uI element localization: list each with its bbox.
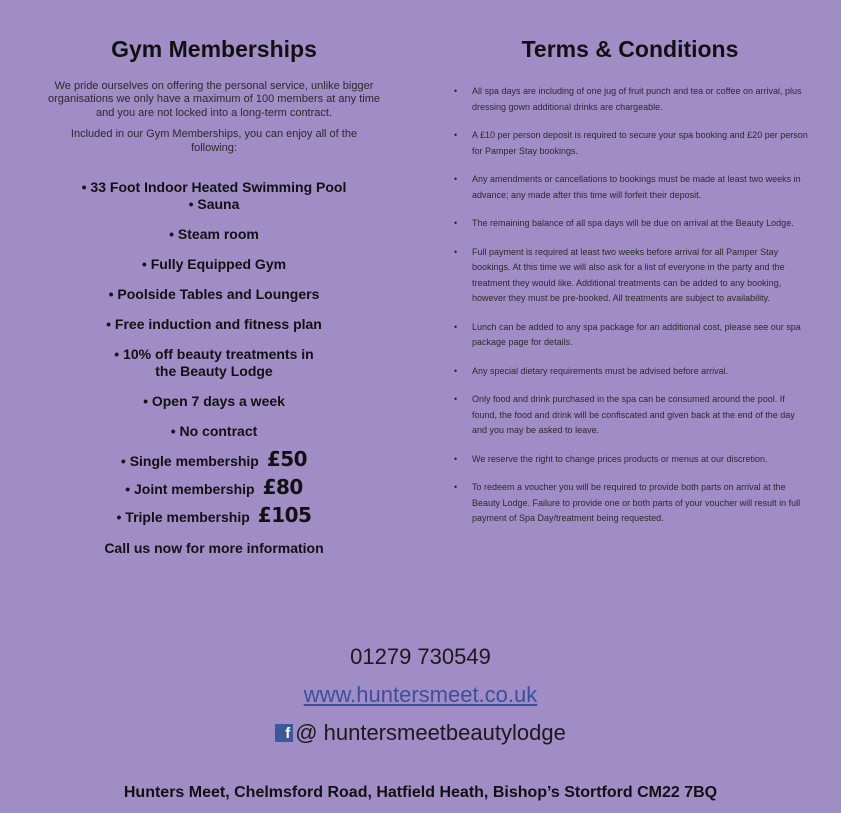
price-value: £50 <box>266 447 308 472</box>
price-label: • Single membership <box>120 453 259 470</box>
address-text: Hunters Meet, Chelmsford Road, Hatfield Heath, Bishop’s Stortford CM22 7BQ <box>123 784 718 801</box>
price-item-single <box>38 445 390 473</box>
phone-number[interactable]: 01279 730549 <box>350 644 491 669</box>
feature-item: • Poolside Tables and Loungers <box>108 286 320 303</box>
terms-title: Terms & Conditions <box>521 36 739 62</box>
website-link[interactable]: www.huntersmeet.co.uk <box>303 682 538 707</box>
gym-features-list <box>38 179 390 440</box>
price-item-triple <box>38 501 390 529</box>
terms-item: • Lunch can be added to any spa package for an additional cost, please see our spa package page for details. <box>452 320 808 351</box>
terms-item: • Full payment is required at least two weeks before arrival for all Pamper Stay bookings. At this time we will also ask for a list of everyone in the party and the treatment they would like. Additional treatments can be added to any booking, however they must be pre-booked. All treatments are subject to availability. <box>452 245 808 307</box>
price-item-joint <box>38 473 390 501</box>
price-value: £105 <box>257 503 312 528</box>
feature-item: • No contract <box>170 423 258 440</box>
terms-item: • Only food and drink purchased in the spa can be consumed around the pool. If found, the food and drink will be confiscated and given back at the end of the day and you may be asked to leave. <box>452 392 808 439</box>
facebook-handle[interactable] <box>0 716 841 750</box>
price-label: • Triple membership <box>116 509 250 526</box>
feature-item: • Sauna <box>188 196 240 213</box>
price-label: • Joint membership <box>125 481 255 498</box>
terms-item: • To redeem a voucher you will be required to provide both parts on arrival at the Beauty Lodge. Failure to provide one or both parts of your voucher will result in full payment of Spa Day/treatment being requested. <box>452 480 808 527</box>
contact-block <box>0 640 841 750</box>
feature-item: • Fully Equipped Gym <box>141 256 287 273</box>
gym-memberships-section <box>38 34 390 556</box>
terms-item: • All spa days are including of one jug of fruit punch and tea or coffee on arrival, plus dressing gown additional drinks are chargeable. <box>452 84 808 115</box>
feature-item: • Steam room <box>169 226 259 243</box>
terms-list <box>452 84 808 527</box>
facebook-handle-text[interactable]: @ huntersmeetbeautylodge <box>295 720 566 745</box>
terms-section <box>452 34 808 540</box>
feature-item <box>38 346 390 380</box>
facebook-icon[interactable]: f <box>275 724 293 742</box>
gym-included-text: Included in our Gym Memberships, you can enjoy all of the following: <box>70 128 358 154</box>
terms-item: • A £10 per person deposit is required to secure your spa booking and £20 per person for Pamper Stay bookings. <box>452 128 808 159</box>
gym-intro-text: We pride ourselves on offering the personal service, unlike bigger organisations we only have a maximum of 100 members at any time and you are not locked into a long-term contract. <box>48 80 380 119</box>
price-value: £80 <box>262 475 303 500</box>
feature-item: • 33 Foot Indoor Heated Swimming Pool <box>81 179 347 196</box>
membership-prices-list <box>38 445 390 529</box>
feature-item: • Open 7 days a week <box>143 393 285 410</box>
feature-item: • Free induction and fitness plan <box>106 316 322 333</box>
gym-memberships-title: Gym Memberships <box>111 36 317 62</box>
call-to-action: Call us now for more information <box>104 540 324 557</box>
terms-item: • Any amendments or cancellations to bookings must be made at least two weeks in advance; any made after this time will forfeit their deposit. <box>452 172 808 203</box>
feature-item-text: • 10% off beauty treatments in the Beauty Lodge <box>114 346 314 380</box>
terms-item: • The remaining balance of all spa days will be due on arrival at the Beauty Lodge. <box>452 216 808 232</box>
terms-item: • We reserve the right to change prices products or menus at our discretion. <box>452 452 808 468</box>
terms-item: • Any special dietary requirements must be advised before arrival. <box>452 364 808 380</box>
